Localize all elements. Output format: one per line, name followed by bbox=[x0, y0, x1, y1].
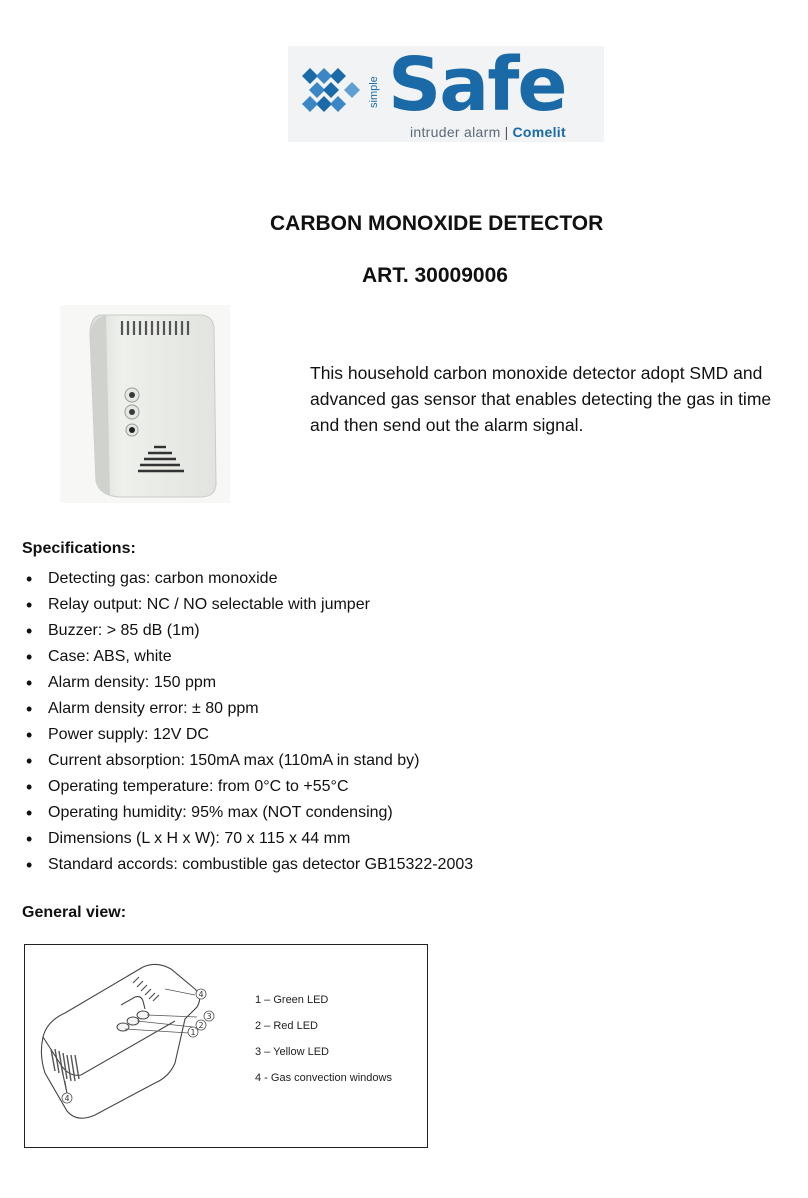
brand-logo bbox=[288, 42, 604, 142]
logo-separator: | bbox=[504, 124, 509, 140]
list-item: • Standard accords: combustible gas detector GB15322-2003 bbox=[22, 852, 473, 878]
x-mark-icon bbox=[302, 68, 360, 112]
legend-item-gas-windows: 4 - Gas convection windows bbox=[255, 1072, 392, 1084]
list-item: • Alarm density: 150 ppm bbox=[22, 670, 473, 696]
logo-small-text: simple bbox=[368, 76, 380, 108]
logo-tagline bbox=[410, 124, 566, 140]
top-vent-icon bbox=[133, 977, 159, 1001]
general-view-heading: General view: bbox=[22, 904, 127, 921]
callout-4-side: 4 bbox=[64, 1094, 70, 1103]
list-item: • Dimensions (L x H x W): 70 x 115 x 44 mm bbox=[22, 826, 473, 852]
side-vent-icon bbox=[51, 1049, 79, 1081]
callout-2: 2 bbox=[198, 1021, 204, 1030]
callout-4-top: 4 bbox=[198, 990, 204, 999]
led-indicators-icon bbox=[125, 388, 139, 436]
logo-tagline-text: intruder alarm bbox=[410, 124, 501, 140]
article-number: ART. 30009006 bbox=[362, 264, 508, 287]
list-item: • Buzzer: > 85 dB (1m) bbox=[22, 618, 473, 644]
list-item: • Alarm density error: ± 80 ppm bbox=[22, 696, 473, 722]
page-title: CARBON MONOXIDE DETECTOR bbox=[270, 212, 604, 235]
logo-company: Comelit bbox=[512, 124, 566, 140]
list-item: • Relay output: NC / NO selectable with jumper bbox=[22, 592, 473, 618]
specifications-heading: Specifications: bbox=[22, 540, 136, 557]
legend-item-green-led: 1 – Green LED bbox=[255, 994, 329, 1006]
list-item: • Case: ABS, white bbox=[22, 644, 473, 670]
list-item: • Power supply: 12V DC bbox=[22, 722, 473, 748]
logo-wordmark: Safe bbox=[388, 42, 566, 128]
list-item: • Current absorption: 150mA max (110mA in stand by) bbox=[22, 748, 473, 774]
list-item: • Detecting gas: carbon monoxide bbox=[22, 566, 473, 592]
product-photo bbox=[60, 305, 230, 503]
legend-item-yellow-led: 3 – Yellow LED bbox=[255, 1046, 329, 1058]
detector-line-drawing bbox=[25, 945, 245, 1145]
legend-item-red-led: 2 – Red LED bbox=[255, 1020, 318, 1032]
callout-1: 1 bbox=[190, 1028, 196, 1037]
specifications-list bbox=[22, 566, 473, 878]
list-item: • Operating humidity: 95% max (NOT condensing) bbox=[22, 800, 473, 826]
callout-3: 3 bbox=[206, 1012, 212, 1021]
general-view-diagram bbox=[24, 944, 428, 1148]
list-item: • Operating temperature: from 0°C to +55°C bbox=[22, 774, 473, 800]
led-ovals-icon bbox=[117, 1011, 149, 1031]
product-description: This household carbon monoxide detector adopt SMD and advanced gas sensor that enables detecting the gas in time and then send out the alarm signal. bbox=[310, 363, 772, 435]
